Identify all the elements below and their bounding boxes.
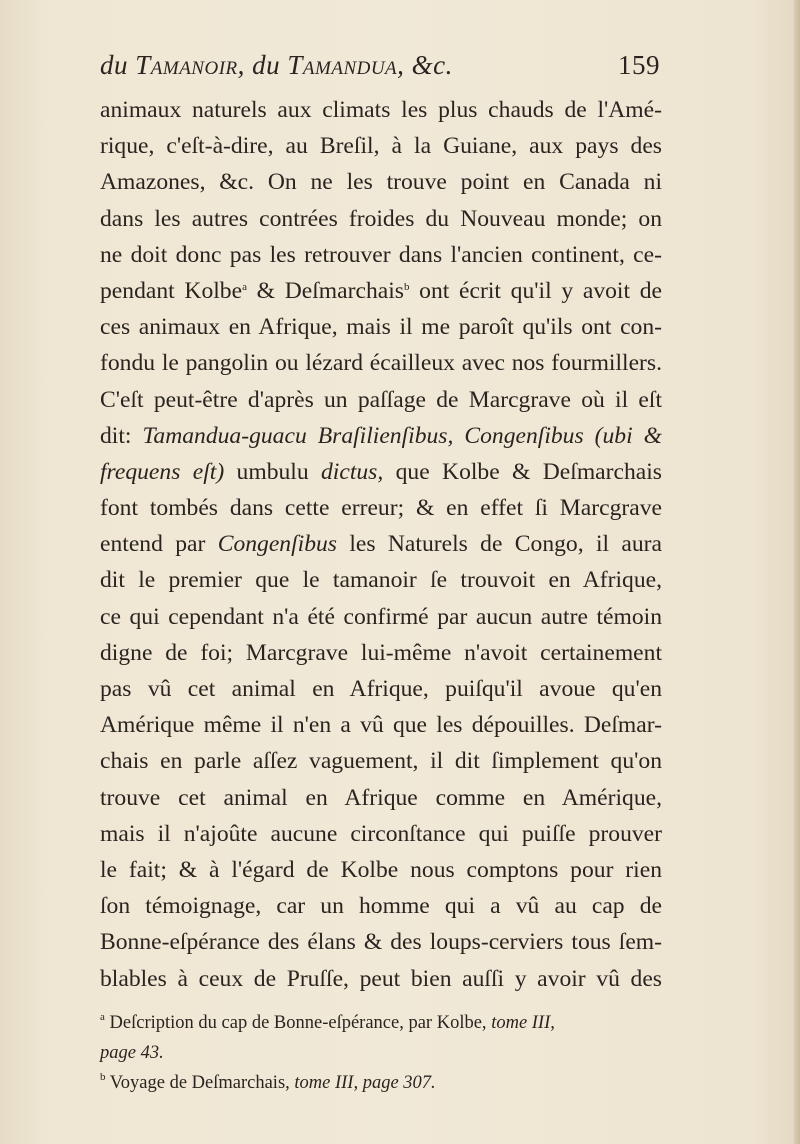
footnote-b bbox=[100, 1068, 662, 1098]
footnote-a-ref: tome III, bbox=[491, 1013, 555, 1033]
text-line: le fait; & à l'égard de Kolbe nous comptons pour rien bbox=[100, 856, 662, 883]
text-line: chais en parle aſſez vaguement, il dit ſimplement qu'on bbox=[100, 748, 662, 775]
header-part1: du bbox=[100, 50, 136, 80]
text-line: Amérique même il n'en a vû que les dépouilles. Deſmar- bbox=[100, 712, 662, 739]
text-line: entend par Congenſibus les Naturels de Congo, il aura bbox=[100, 531, 662, 558]
text-line: ne doit donc pas les retrouver dans l'ancien continent, ce- bbox=[100, 241, 662, 268]
text-line: ces animaux en Afrique, mais il me paroît qu'ils ont con- bbox=[100, 314, 662, 341]
text-line: digne de foi; Marcgrave lui-même n'avoit certainement bbox=[100, 639, 662, 666]
header-part2: , du bbox=[237, 50, 288, 80]
footnote-a bbox=[100, 1008, 662, 1038]
text-line: ſon témoignage, car un homme qui a vû au cap de bbox=[100, 893, 662, 920]
page-number: 159 bbox=[618, 50, 660, 80]
text-line: fondu le pangolin ou lézard écailleux avec nos fourmillers. bbox=[100, 350, 662, 377]
text-line: Amazones, &c. On ne les trouve point en Canada ni bbox=[100, 169, 662, 196]
text-line: animaux naturels aux climats les plus chauds de l'Amé- bbox=[100, 97, 662, 123]
page-edge bbox=[794, 0, 800, 1144]
footnote-a-marker: a bbox=[100, 1011, 105, 1023]
text-line-latin: dit: Tamandua-guacu Braſilienſibus, Congenſibus (ubi & bbox=[100, 422, 662, 449]
footnote-b-ref: tome III, page 307. bbox=[294, 1073, 436, 1093]
text-line: trouve cet animal en Afrique comme en Amérique, bbox=[100, 784, 662, 811]
text-line-latin: frequens eſt) umbulu dictus, que Kolbe & Deſmarchais bbox=[100, 458, 662, 485]
header-part3: , &c. bbox=[397, 50, 453, 80]
footnote-b-text: Voyage de Deſmarchais, bbox=[109, 1073, 295, 1093]
text-line: C'eſt peut-être d'après un paſſage de Marcgrave où il eſt bbox=[100, 386, 662, 413]
text-line: ce qui cependant n'a été confirmé par aucun autre témoin bbox=[100, 603, 662, 630]
body-text bbox=[100, 92, 662, 997]
text-line: blables à ceux de Pruſſe, peut bien auſſi y avoir vû des bbox=[100, 965, 662, 992]
header-name2: Tamandua bbox=[287, 50, 398, 80]
footnote-a-text: Deſcription du cap de Bonne-eſpérance, par Kolbe, bbox=[109, 1013, 492, 1033]
running-header bbox=[100, 50, 660, 94]
text-line: dans les autres contrées froides du Nouveau monde; on bbox=[100, 205, 662, 232]
text-line: mais il n'ajoûte aucune circonſtance qui puiſſe prouver bbox=[100, 820, 662, 847]
footnote-a-page: page 43. bbox=[100, 1043, 164, 1063]
text-line: pas vû cet animal en Afrique, puiſqu'il avoue qu'en bbox=[100, 676, 662, 702]
text-line: pendant Kolbe$^a$ & Deſmarchais$^b$ ont écrit qu'il y avoit de bbox=[100, 277, 663, 304]
footnotes bbox=[100, 1008, 662, 1098]
text-line: font tombés dans cette erreur; & en effet ſi Marcgrave bbox=[100, 495, 662, 522]
text-line: dit le premier que le tamanoir ſe trouvoit en Afrique, bbox=[100, 567, 662, 594]
footnote-b-marker: b bbox=[100, 1071, 106, 1083]
text-line: rique, c'eſt-à-dire, au Breſil, à la Guiane, aux pays des bbox=[100, 133, 662, 160]
header-name1: Tamanoir bbox=[135, 50, 238, 80]
text-line: Bonne-eſpérance des élans & des loups-cerviers tous ſem- bbox=[100, 929, 662, 956]
